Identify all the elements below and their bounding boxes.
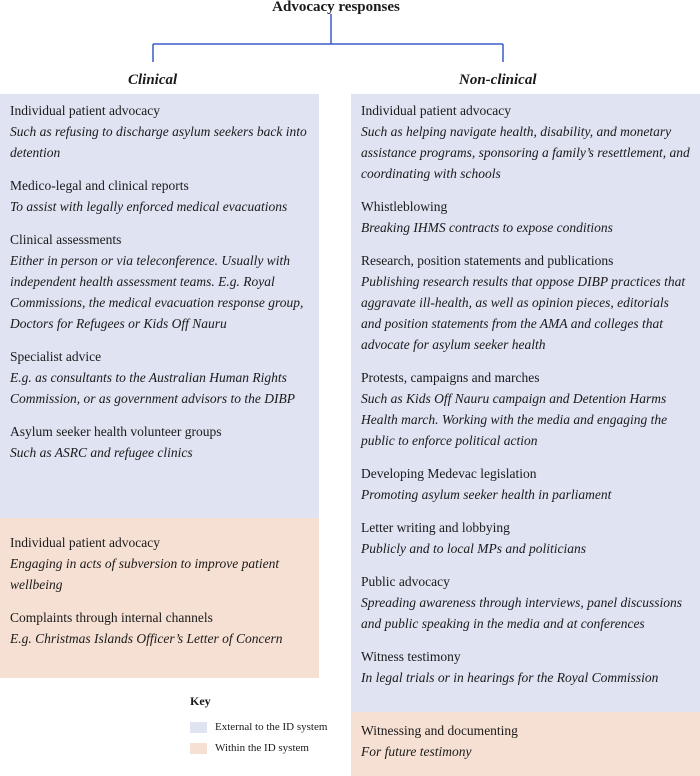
clinical-external-block xyxy=(0,94,319,518)
diagram-title: Advocacy responses xyxy=(272,0,400,15)
clinical-within-block xyxy=(0,518,319,678)
clinical-item: Asylum seeker health volunteer groups Such as ASRC and refugee clinics xyxy=(10,424,222,460)
clinical-item: Complaints through internal channels E.g. Christmas Islands Officer’s Letter of Concern xyxy=(10,610,283,646)
nonclinical-item: Public advocacy Spreading awareness through interviews, panel discussions and public speaking in the media and at conferences xyxy=(361,574,682,631)
nonclinical-column xyxy=(351,94,700,776)
legend-item-external: External to the ID system xyxy=(190,721,327,733)
nonclinical-within-block xyxy=(351,712,700,776)
legend-swatch-external xyxy=(190,722,207,733)
legend-item-within: Within the ID system xyxy=(190,742,327,754)
nonclinical-item: Individual patient advocacy Such as helping navigate health, disability, and monetary assistance programs, sponsoring a family’s resettlement, and coordinating with schools xyxy=(361,103,690,181)
nonclinical-item: Witness testimony In legal trials or in hearings for the Royal Commission xyxy=(361,649,659,685)
clinical-item: Individual patient advocacy Such as refusing to discharge asylum seekers back into detention xyxy=(10,103,307,160)
legend xyxy=(190,694,327,763)
nonclinical-item: Research, position statements and publications Publishing research results that oppose DIBP practices that aggravate ill-health, as well as opinion pieces, editorials and position statements from the AMA and colleges that advocate for asylum seeker health xyxy=(361,253,686,352)
connector-lines xyxy=(0,0,700,70)
clinical-item: Clinical assessments Either in person or via teleconference. Usually with independent health assessment teams. E.g. Royal Commissions, the medical evacuation response group, Doctors for Refugees or Kids Off Nauru xyxy=(10,232,304,331)
clinical-item: Specialist advice E.g. as consultants to the Australian Human Rights Commission, or as government advisors to the DIBP xyxy=(10,349,295,406)
nonclinical-item: Letter writing and lobbying Publicly and to local MPs and politicians xyxy=(361,520,586,556)
clinical-item: Individual patient advocacy Engaging in acts of subversion to improve patient wellbeing xyxy=(10,535,280,592)
nonclinical-item: Whistleblowing Breaking IHMS contracts to expose conditions xyxy=(361,199,613,235)
nonclinical-heading: Non-clinical xyxy=(459,72,537,88)
legend-swatch-within xyxy=(190,743,207,754)
nonclinical-item: Protests, campaigns and marches Such as Kids Off Nauru campaign and Detention Harms Health march. Working with the media and engaging the public to enforce political action xyxy=(361,370,668,448)
clinical-column xyxy=(0,94,319,678)
clinical-item: Medico-legal and clinical reports To assist with legally enforced medical evacuations xyxy=(10,178,288,214)
nonclinical-external-block xyxy=(351,94,700,712)
legend-title: Key xyxy=(190,694,211,708)
nonclinical-item: Witnessing and documenting For future testimony xyxy=(361,723,518,759)
clinical-heading: Clinical xyxy=(128,72,178,88)
nonclinical-item: Developing Medevac legislation Promoting asylum seeker health in parliament xyxy=(361,466,612,502)
